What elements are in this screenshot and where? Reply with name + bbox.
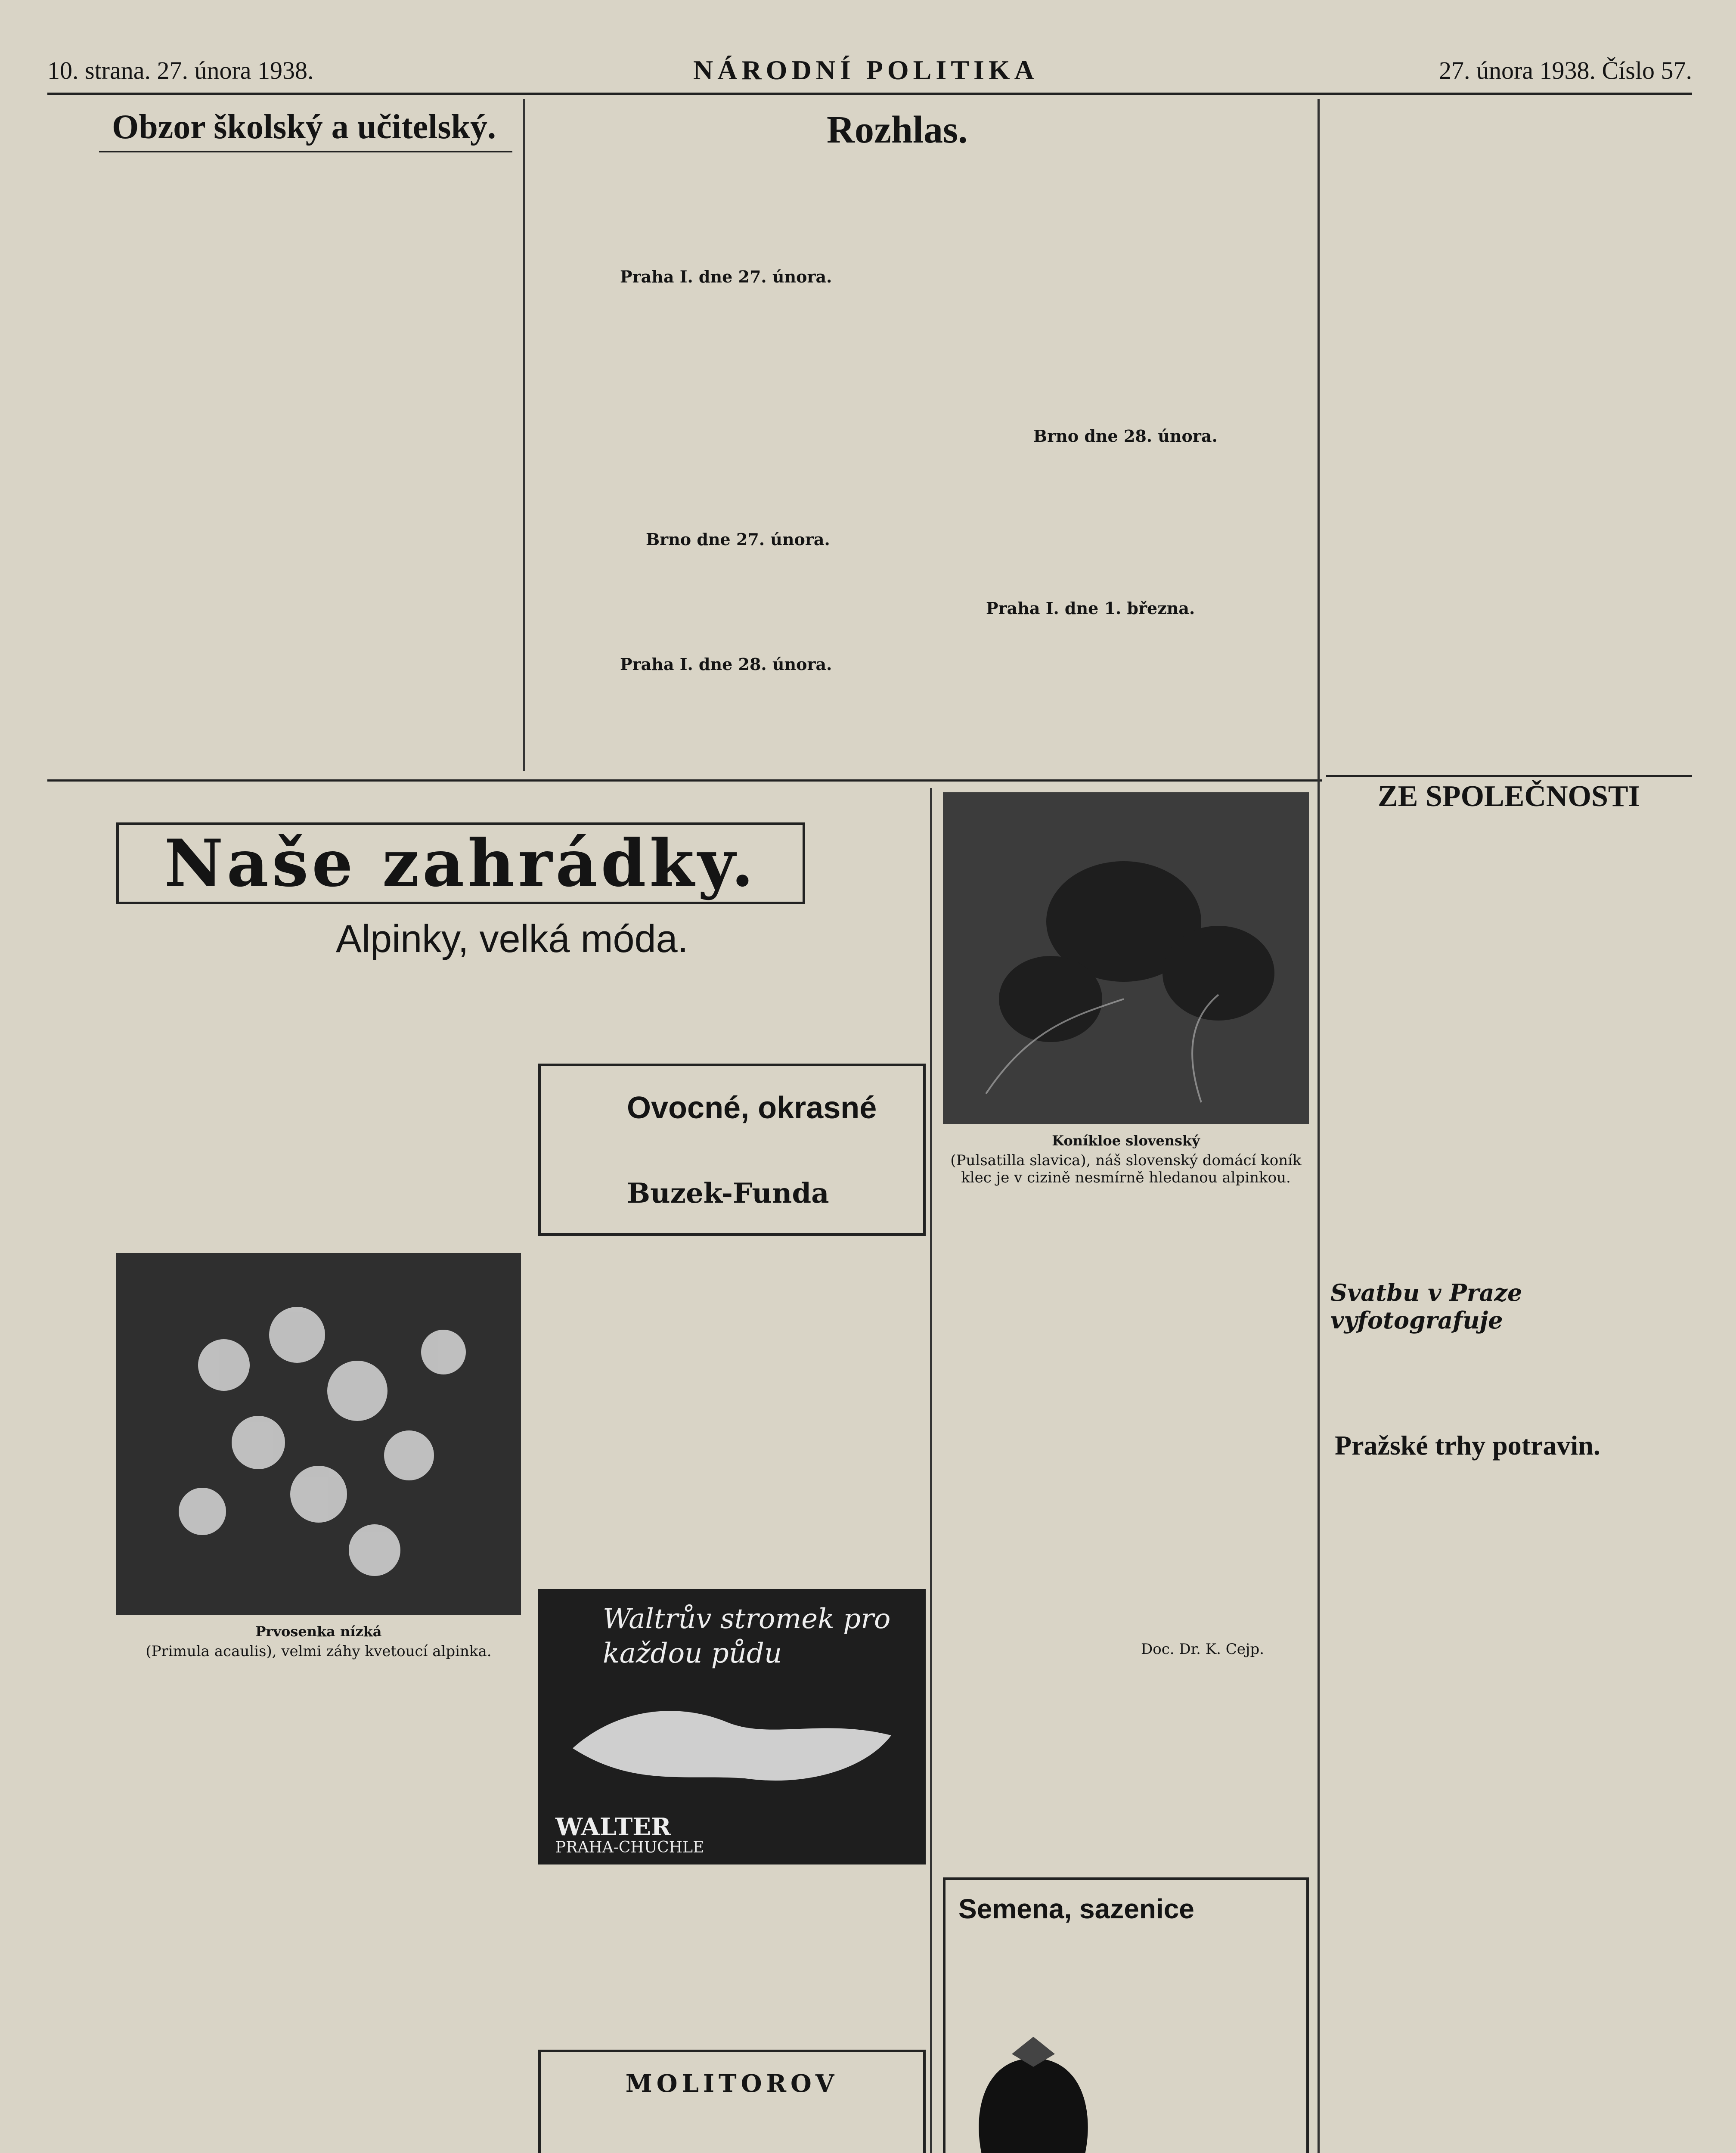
school-article-text bbox=[103, 159, 512, 779]
header-rule bbox=[47, 93, 1692, 95]
masthead: NÁRODNÍ POLITIKA bbox=[693, 55, 1038, 85]
column-divider-4 bbox=[1318, 99, 1320, 2153]
radio-day-2: Brno dne 27. února. bbox=[646, 530, 830, 549]
primula-photo bbox=[116, 1253, 521, 1615]
garden-article-part-1 bbox=[112, 969, 517, 1240]
walter-map-graphic bbox=[564, 1684, 908, 1796]
society-text bbox=[1326, 827, 1692, 1275]
garden-banner: Naše zahrádky. bbox=[116, 822, 805, 904]
market-section-title: Pražské trhy potravin. bbox=[1335, 1430, 1600, 1461]
primula-photo-graphic bbox=[116, 1253, 521, 1615]
primula-caption: Prvosenka nízká bbox=[255, 1623, 382, 1640]
page-header bbox=[47, 52, 1692, 90]
radio-column-2 bbox=[934, 164, 1318, 775]
classified-ads bbox=[943, 1671, 1309, 1869]
ovocne-ad bbox=[538, 1064, 926, 1236]
pulsatilla-photo-graphic bbox=[943, 792, 1309, 1124]
radio-day-1: Praha I. dne 27. února. bbox=[620, 267, 832, 286]
walter-ad-slogan: Waltrův stromek pro každou půdu bbox=[603, 1603, 891, 1669]
issue-number-date: 27. února 1938. Číslo 57. bbox=[1438, 56, 1692, 84]
page-number-date: 10. strana. 27. února 1938. bbox=[47, 56, 314, 84]
ovocne-ad-brand: Buzek-Funda bbox=[627, 1177, 829, 1210]
article-author: Doc. Dr. K. Cejp. bbox=[1141, 1641, 1265, 1658]
walter-ad-city: PRAHA-CHUCHLE bbox=[555, 1839, 704, 1856]
market-text bbox=[1326, 1473, 1692, 2153]
garden-article-part-5 bbox=[538, 1877, 926, 2037]
pulsatilla-caption: Koníkloe slovenský bbox=[1052, 1132, 1200, 1149]
primula-caption-sub: (Primula acaulis), velmi záhy kvetoucí alpinka. bbox=[146, 1643, 492, 1660]
radio-column-3 bbox=[1326, 108, 1692, 754]
garden-headline: Alpinky, velká móda. bbox=[336, 918, 688, 961]
society-top-rule bbox=[1326, 775, 1692, 777]
radio-day-5: Brno dne 28. února. bbox=[1033, 426, 1218, 446]
walter-ad bbox=[538, 1589, 926, 1864]
radio-column-1 bbox=[534, 164, 921, 775]
molitorov-ad bbox=[538, 2050, 926, 2153]
radio-section-title: Rozhlas. bbox=[827, 109, 968, 151]
garden-article-part-4 bbox=[538, 1249, 926, 1580]
mid-rule bbox=[47, 779, 1322, 782]
molitorov-ad-title: MOLITOROV bbox=[625, 2069, 839, 2098]
garden-article-part-3 bbox=[112, 1679, 517, 2153]
radio-day-3: Praha I. dne 28. února. bbox=[620, 655, 832, 674]
ovocne-ad-title: Ovocné, okrasné bbox=[627, 1090, 877, 1125]
strawberry-graphic bbox=[960, 2032, 1107, 2153]
column-divider-3 bbox=[930, 788, 932, 2153]
garden-article-part-2 bbox=[538, 969, 934, 1055]
garden-article-part-7 bbox=[943, 1188, 1309, 1636]
semena-ad-title: Semena, sazenice bbox=[958, 1893, 1194, 1924]
column-divider bbox=[523, 99, 525, 771]
walter-ad-brand: WALTER bbox=[555, 1813, 671, 1841]
svatbu-ad: Svatbu v Praze vyfotografuje bbox=[1330, 1279, 1522, 1334]
pulsatilla-photo bbox=[943, 792, 1309, 1124]
school-title-rule bbox=[99, 151, 512, 152]
pulsatilla-caption-sub: (Pulsatilla slavica), náš slovenský domácí koník klec je v cizině nesmírně hledanou alpinkou. bbox=[950, 1152, 1302, 1186]
radio-day-4: Praha I. dne 1. března. bbox=[986, 599, 1195, 618]
school-section-title: Obzor školský a učitelský. bbox=[112, 108, 496, 146]
society-section-title: ZE SPOLEČNOSTI bbox=[1378, 780, 1640, 813]
